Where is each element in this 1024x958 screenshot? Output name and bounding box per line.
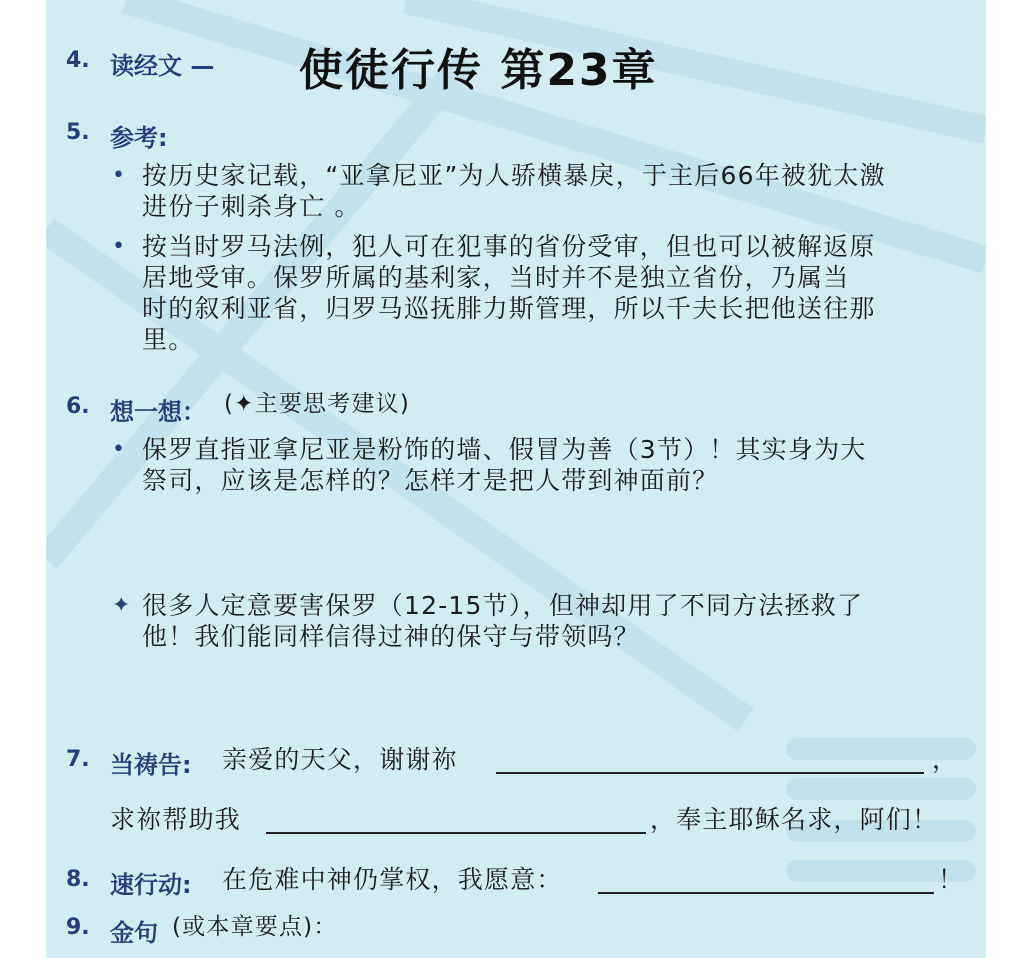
chapter-title: 使徒行传 第23章 [299, 45, 658, 96]
reference-2-line-2: 居地受审。保罗所属的基利家，当时并不是独立省份，乃属当 [142, 263, 850, 292]
item-8-number: 8. [66, 867, 90, 892]
item-4-number: 4. [66, 48, 90, 73]
item-6-number: 6. [66, 394, 90, 419]
action-blank[interactable] [598, 892, 934, 894]
prayer-text-2: 求祢帮助我 [110, 805, 242, 834]
prayer-thanks-blank[interactable] [496, 772, 924, 774]
item-7-label: 当祷告: [110, 751, 192, 779]
bullet-dot: • [112, 163, 125, 188]
question-1-line-1: 保罗直指亚拿尼亚是粉饰的墙、假冒为善（3节）！其实身为大 [142, 435, 867, 464]
item-9-note: (或本章要点)： [172, 914, 338, 940]
item-9-label: 金句 [110, 919, 158, 947]
action-text: 在危难中神仍掌权，我愿意： [222, 865, 563, 894]
item-5-number: 5. [66, 120, 90, 145]
question-2-line-1: 很多人定意要害保罗（12-15节），但神却用了不同方法拯救了 [142, 591, 864, 620]
item-6-label: 想一想： [110, 398, 206, 426]
prayer-help-blank[interactable] [266, 832, 646, 834]
item-5-label: 参考: [110, 124, 168, 152]
question-1-line-2: 祭司，应该是怎样的？怎样才是把人带到神面前？ [142, 466, 719, 495]
item-4-label: 读经文 — [110, 52, 215, 80]
star-bullet-icon: ✦ [112, 593, 131, 618]
prayer-comma: ， [932, 745, 959, 774]
devotional-page [46, 0, 986, 958]
item-6-note: (✦主要思考建议) [224, 391, 411, 417]
bullet-dot: • [112, 234, 125, 259]
question-2-line-2: 他！我们能同样信得过神的保守与带领吗？ [142, 622, 640, 651]
reference-2-line-3: 时的叙利亚省，归罗马巡抚腓力斯管理，所以千夫长把他送往那 [142, 294, 876, 323]
reference-1-line-1: 按历史家记载，“亚拿尼亚”为人骄横暴戾，于主后66年被犹太激 [142, 161, 886, 190]
item-7-number: 7. [66, 747, 90, 772]
item-8-label: 速行动: [110, 871, 192, 899]
prayer-text-1: 亲爱的天父，谢谢祢 [222, 745, 458, 774]
bullet-dot: • [112, 437, 125, 462]
item-9-number: 9. [66, 915, 90, 940]
prayer-closing: ，奉主耶稣名求，阿们！ [650, 805, 939, 834]
reference-2-line-1: 按当时罗马法例，犯人可在犯事的省份受审，但也可以被解返原 [142, 232, 876, 261]
reference-2-line-4: 里。 [142, 325, 195, 354]
action-exclamation: ！ [938, 865, 965, 894]
reference-1-line-2: 进份子刺杀身亡 。 [142, 192, 361, 221]
